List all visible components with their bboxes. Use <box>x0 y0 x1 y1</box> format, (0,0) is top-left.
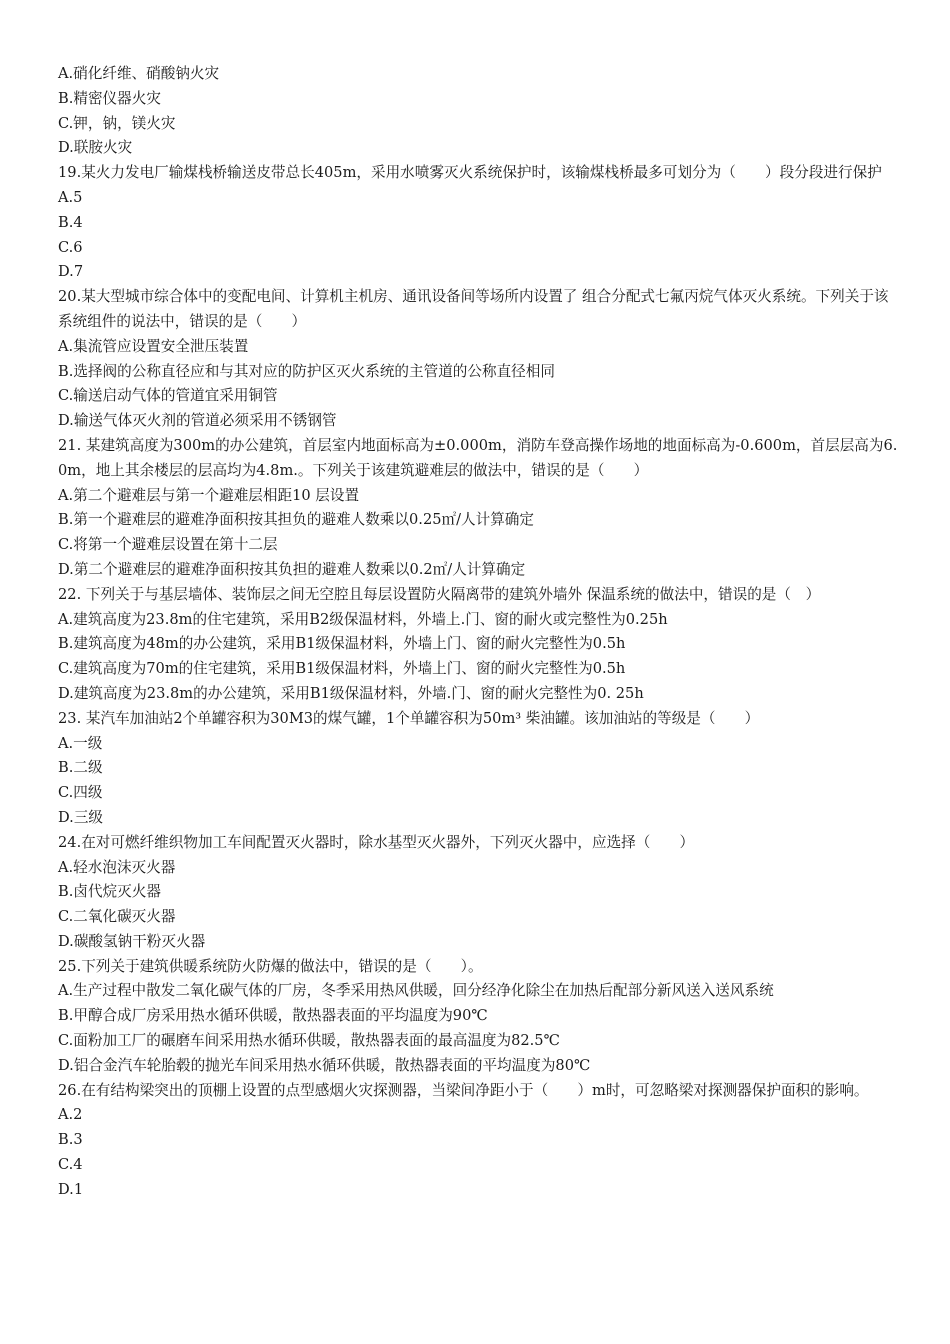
answer-option: C.6 <box>58 238 83 256</box>
document-page <box>58 62 900 1203</box>
answer-option: A.轻水泡沫灭火器 <box>58 858 176 876</box>
answer-option: D.联胺火灾 <box>58 139 133 157</box>
answer-option: C.四级 <box>58 784 103 802</box>
answer-option: B.二级 <box>58 759 103 777</box>
answer-option: D.铝合金汽车轮胎毂的抛光车间采用热水循环供暖，散热器表面的平均温度为80℃ <box>58 1056 591 1074</box>
answer-option: B.卤代烷灭火器 <box>58 883 161 901</box>
answer-option: C.钾，钠，镁火灾 <box>58 114 176 132</box>
question-text: 24.在对可燃纤维织物加工车间配置灭火器时，除水基型灭火器外，下列灭火器中，应选择（ ） <box>58 833 695 851</box>
answer-option: A.硝化纤维、硝酸钠火灾 <box>58 65 220 82</box>
answer-option: C.输送启动气体的管道宜采用铜管 <box>58 387 278 405</box>
answer-option: A.第二个避难层与第一个避难层相距10 层设置 <box>58 486 360 504</box>
answer-option: D.三级 <box>58 808 104 826</box>
answer-option: A.生产过程中散发二氧化碳气体的厂房，冬季采用热风供暖，回分经净化除尘在加热后配部分新风送入送风系统 <box>58 982 774 1000</box>
answer-option: C.建筑高度为70m的住宅建筑，采用B1级保温材料，外墙上门、窗的耐火完整性为0.5h <box>58 660 626 678</box>
answer-option: B.3 <box>58 1131 83 1149</box>
question-text: 19.某火力发电厂输煤栈桥输送皮带总长405m，采用水喷雾灭火系统保护时，该输煤栈桥最多可划分为（ ）段分段进行保护 <box>58 164 882 182</box>
question-text: 20.某大型城市综合体中的变配电间、计算机主机房、通讯设备间等场所内设置了 组合分配式七氟丙烷气体灭火系统。下列关于该系统组件的说法中，错误的是（ ） <box>58 288 889 330</box>
answer-option: A.2 <box>58 1106 83 1124</box>
answer-option: A.5 <box>58 188 83 206</box>
answer-option: D.第二个避难层的避难净面积按其负担的避难人数乘以0.2㎡/人计算确定 <box>58 560 526 578</box>
answer-option: B.4 <box>58 213 83 231</box>
answer-option: D.输送气体灭火剂的管道必须采用不锈钢管 <box>58 412 337 430</box>
question-text: 25.下列关于建筑供暖系统防火防爆的做法中，错误的是（ ）。 <box>58 957 483 975</box>
answer-option: D.碳酸氢钠干粉灭火器 <box>58 932 206 950</box>
question-text: 21. 某建筑高度为300m的办公建筑，首层室内地面标高为±0.000m，消防车登高操作场地的地面标高为-0.600m，首层层高为6.0m，地上其余楼层的层高均为4.8m.。下列关于该建筑避难层的做法中，错误的是（ ） <box>58 436 898 479</box>
question-text: 26.在有结构梁突出的顶棚上设置的点型感烟火灾探测器，当梁间净距小于（ ）m时，可忽略梁对探测器保护面积的影响。 <box>58 1081 869 1099</box>
answer-option: C.面粉加工厂的碾磨车间采用热水循环供暖，散热器表面的最高温度为82.5℃ <box>58 1032 560 1050</box>
answer-option: A.一级 <box>58 734 103 752</box>
answer-option: B.第一个避难层的避难净面积按其担负的避难人数乘以0.25㎡/人计算确定 <box>58 511 534 529</box>
answer-option: C.二氧化碳灭火器 <box>58 908 176 926</box>
answer-option: A.集流管应设置安全泄压装置 <box>58 337 249 355</box>
answer-option: B.选择阀的公称直径应和与其对应的防护区灭火系统的主管道的公称直径相同 <box>58 362 555 380</box>
answer-option: D.1 <box>58 1180 84 1198</box>
question-text: 23. 某汽车加油站2个单罐容积为30M3的煤气罐，1个单罐容积为50m³ 柴油罐。该加油站的等级是（ ） <box>58 709 760 727</box>
answer-option: B.建筑高度为48m的办公建筑，采用B1级保温材料，外墙上门、窗的耐火完整性为0.5h <box>58 635 626 653</box>
answer-option: D.建筑高度为23.8m的办公建筑，采用B1级保温材料，外墙.门、窗的耐火完整性为0. 25h <box>58 684 644 702</box>
answer-option: B.甲醇合成厂房采用热水循环供暖，散热器表面的平均温度为90℃ <box>58 1007 488 1025</box>
answer-option: D.7 <box>58 263 84 281</box>
question-text: 22. 下列关于与基层墙体、装饰层之间无空腔且每层设置防火隔离带的建筑外墙外 保温系统的做法中，错误的是（ ） <box>58 585 821 603</box>
answer-option: A.建筑高度为23.8m的住宅建筑，采用B2级保温材料，外墙上.门、窗的耐火或完整性为0.25h <box>58 610 668 628</box>
answer-option: B.精密仪器火灾 <box>58 89 161 107</box>
answer-option: C.4 <box>58 1156 83 1174</box>
answer-option: C.将第一个避难层设置在第十二层 <box>58 536 278 554</box>
